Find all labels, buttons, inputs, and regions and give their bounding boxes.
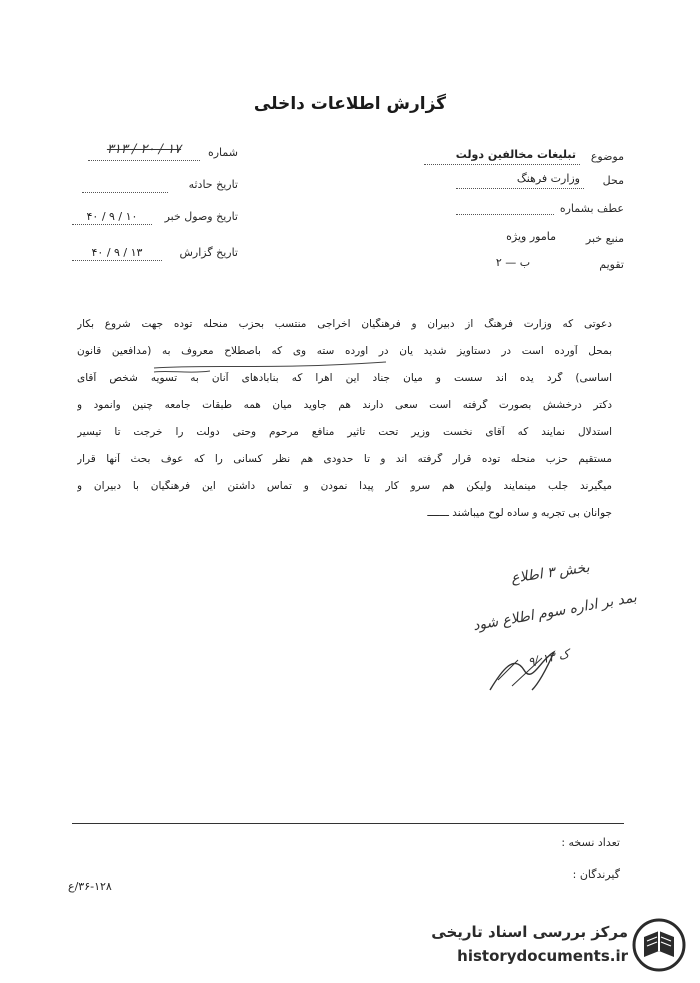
dotted-line xyxy=(72,224,152,225)
dotted-line xyxy=(88,160,200,161)
body-line: جوانان بی تجربه و ساده لوح میباشند ـــــــ xyxy=(427,507,612,519)
dotted-line xyxy=(456,214,554,215)
archive-code: ۳۶-۱۲۸/ع xyxy=(68,880,112,893)
subject-value: تبلیغات مخالفین دولت xyxy=(455,148,576,161)
field-label: منبع خبر xyxy=(585,232,624,245)
page-title: گزارش اطلاعات داخلی xyxy=(253,94,447,114)
dotted-line xyxy=(82,192,168,193)
book-logo-icon xyxy=(632,917,686,973)
location-value: وزارت فرهنگ xyxy=(516,172,580,185)
body-line: اساسی) گرد یده اند سست و میان جناد این اهرا که بنابادهای آنان به تسویه شخص آقای xyxy=(77,372,612,384)
field-label: شماره xyxy=(207,146,238,159)
watermark-url: historydocuments.ir xyxy=(457,947,628,965)
note-line: ک ۱۳ /۹ xyxy=(526,646,571,670)
field-label: تقویم xyxy=(599,258,624,271)
body-line: استدلال نمایند که آقای نخست وزیر تحت تاثیر منافع مرحوم وحتی دولت را خرجت تا تیسیر xyxy=(77,426,612,438)
note-line: بمد بر اداره سوم اطلاع شود xyxy=(471,589,638,635)
field-label: عطف بشماره xyxy=(559,202,624,215)
body-line: دکتر درخشش بصورت گرفته است سعی دارند هم جاوید میان همه طبقات جامعه چنین وانمود و xyxy=(77,399,612,411)
receipt-date-value: ۴۰ / ۹ / ۱۰ xyxy=(86,210,138,223)
signature-scribble-icon xyxy=(484,640,574,700)
body-line: دعوتی که وزارت فرهنگ از دبیران و فرهنگیان اخراجی منتسب بحزب منحله توده جهت شروع بکار xyxy=(77,318,612,330)
body-line: میگیرند جلب مینمایند ولیکن هم سرو کار پیدا نمودن و تماس داشتن این فرهنگیان با دبیران و xyxy=(77,480,612,492)
field-label: تاریخ حادثه xyxy=(188,178,238,191)
handwritten-underline xyxy=(150,356,390,376)
watermark-name: مرکز بررسی اسناد تاریخی xyxy=(431,923,628,941)
report-date-value: ۴۰ / ۹ / ۱۳ xyxy=(91,246,143,259)
field-label: تاریخ وصول خبر xyxy=(164,210,238,223)
dotted-line xyxy=(72,260,162,261)
recipients-label: گیرندگان : xyxy=(572,868,620,881)
dotted-line xyxy=(456,188,584,189)
dotted-line xyxy=(424,164,580,165)
report-number-value: ۳۱۳ / ۲۰ / ۱۷ xyxy=(106,142,182,157)
field-label: موضوع xyxy=(590,150,624,163)
field-label: محل xyxy=(602,174,624,187)
note-line: بخش ۳ اطلاع xyxy=(510,559,591,587)
body-line: مستقیم حزب منحله توده قرار گرفته اند و تا حدودی هم نظر کسانی را که عوف بحث آنها قرار xyxy=(77,453,612,465)
copies-label: تعداد نسخه : xyxy=(561,836,620,849)
source-value: مامور ویژه xyxy=(506,230,556,243)
footer-divider xyxy=(72,823,624,824)
rating-value: ب — ۲ xyxy=(495,256,531,269)
body-line: بمحل آورده است در دستاویز شدید یان در اورده سته وی که باصطلاح معروف به (مدافعین قانون xyxy=(77,345,612,357)
watermark xyxy=(412,915,690,975)
field-label: تاریخ گزارش xyxy=(179,246,238,259)
